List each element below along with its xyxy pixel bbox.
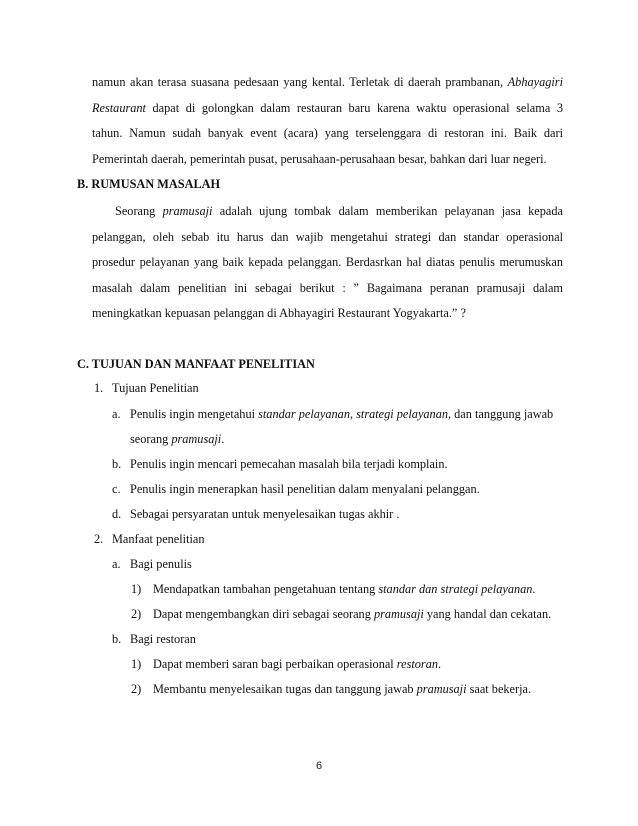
text-run: Sebagai persyaratan untuk menyelesaikan tugas akhir . (130, 507, 400, 521)
section-b-heading: B. RUMUSAN MASALAH (77, 177, 221, 191)
list-item-2a (112, 556, 192, 572)
list-item-2a-1 (131, 581, 536, 597)
list-item-2 (94, 531, 205, 547)
intro-line-4: Pemerintah daerah, pemerintah pusat, perusahaan-perusahaan besar, bahkan dari luar negeri. (92, 152, 547, 166)
list-item-1 (94, 380, 199, 396)
list-item-2a-2 (131, 606, 551, 622)
list-marker: b. (112, 632, 122, 646)
list-marker: a. (112, 407, 121, 421)
intro-line-3: tahun. Namun sudah banyak event (acara) yang terselenggara di restoran ini. Baik dari (92, 126, 563, 140)
text-run: . (532, 582, 536, 596)
list-item-2b-2 (131, 681, 531, 697)
text-run: dan tanggung jawab (451, 407, 554, 421)
emphasis-text: standar dan strategi pelayanan (378, 582, 533, 596)
list-marker: d. (112, 507, 122, 521)
page-number: 6 (315, 760, 323, 772)
text-run: . (221, 432, 225, 446)
text-run: dapat di golongkan dalam restauran baru karena waktu operasional selama 3 (145, 101, 563, 115)
text-run: Dapat memberi saran bagi perbaikan operasional (153, 657, 397, 671)
list-marker: 2) (131, 682, 142, 696)
section-c-heading: C. TUJUAN DAN MANFAAT PENELITIAN (77, 357, 315, 371)
text-run: seorang (130, 432, 172, 446)
list-marker: 1) (131, 657, 142, 671)
list-item-2b (112, 631, 196, 647)
text-run: yang handal dan cekatan. (423, 607, 552, 621)
list-label: Bagi restoran (130, 632, 196, 646)
list-label: Manfaat penelitian (112, 532, 205, 546)
list-label: Tujuan Penelitian (112, 381, 199, 395)
emphasis-text: pramusaji (162, 204, 213, 218)
list-marker: 1. (94, 381, 104, 395)
intro-line-1 (92, 74, 563, 90)
list-marker: a. (112, 557, 121, 571)
emphasis-text: pramusaji (373, 607, 424, 621)
text-run: Penulis ingin mengetahui (130, 407, 259, 421)
emphasis-text: Restaurant (92, 101, 146, 115)
list-item-2b-1 (131, 656, 441, 672)
text-run: Dapat mengembangkan diri sebagai seorang (153, 607, 374, 621)
text-run: namun akan terasa suasana pedesaan yang kental. Terletak di daerah prambanan, (92, 75, 508, 89)
emphasis-text: pramusaji (171, 432, 222, 446)
list-item-1b (112, 456, 448, 472)
list-item-1d (112, 506, 399, 522)
section-b-line-4: masalah dalam penelitian ini sebagai berikut : ” Bagaimana peranan pramusaji dalam (92, 281, 563, 295)
text-run: Penulis ingin mencari pemecahan masalah bila terjadi komplain. (130, 457, 448, 471)
text-run: Penulis ingin menerapkan hasil penelitian dalam menyalani pelanggan. (130, 482, 480, 496)
section-b-line-2: pelanggan, oleh sebab itu harus dan wajib mengetahui strategi dan standar operasional (92, 230, 563, 244)
emphasis-text: standar pelayanan, strategi pelayanan, (258, 407, 452, 421)
list-marker: c. (112, 482, 121, 496)
list-marker: 1) (131, 582, 142, 596)
section-b-line-1 (115, 203, 563, 219)
list-marker: b. (112, 457, 122, 471)
text-run: adalah ujung tombak dalam memberikan pelayanan jasa kepada (212, 204, 563, 218)
list-item-1a-cont (130, 431, 224, 447)
text-run: Membantu menyelesaikan tugas dan tanggung jawab (153, 682, 417, 696)
list-label: Bagi penulis (130, 557, 192, 571)
text-run: saat bekerja. (466, 682, 532, 696)
emphasis-text: Abhayagiri (507, 75, 563, 89)
section-b-line-3: prosedur pelayanan yang baik kepada pelanggan. Berdasrkan hal diatas penulis merumuskan (92, 255, 563, 269)
text-run: Mendapatkan tambahan pengetahuan tentang (153, 582, 379, 596)
section-b-line-5: meningkatkan kepuasan pelanggan di Abhayagiri Restaurant Yogyakarta.” ? (92, 306, 466, 320)
list-marker: 2. (94, 532, 104, 546)
list-marker: 2) (131, 607, 142, 621)
emphasis-text: pramusaji (416, 682, 467, 696)
list-item-1a (112, 406, 553, 422)
emphasis-text: restoran (396, 657, 439, 671)
intro-line-2 (92, 100, 563, 116)
text-run: . (438, 657, 442, 671)
text-run: Seorang (115, 204, 163, 218)
list-item-1c (112, 481, 480, 497)
